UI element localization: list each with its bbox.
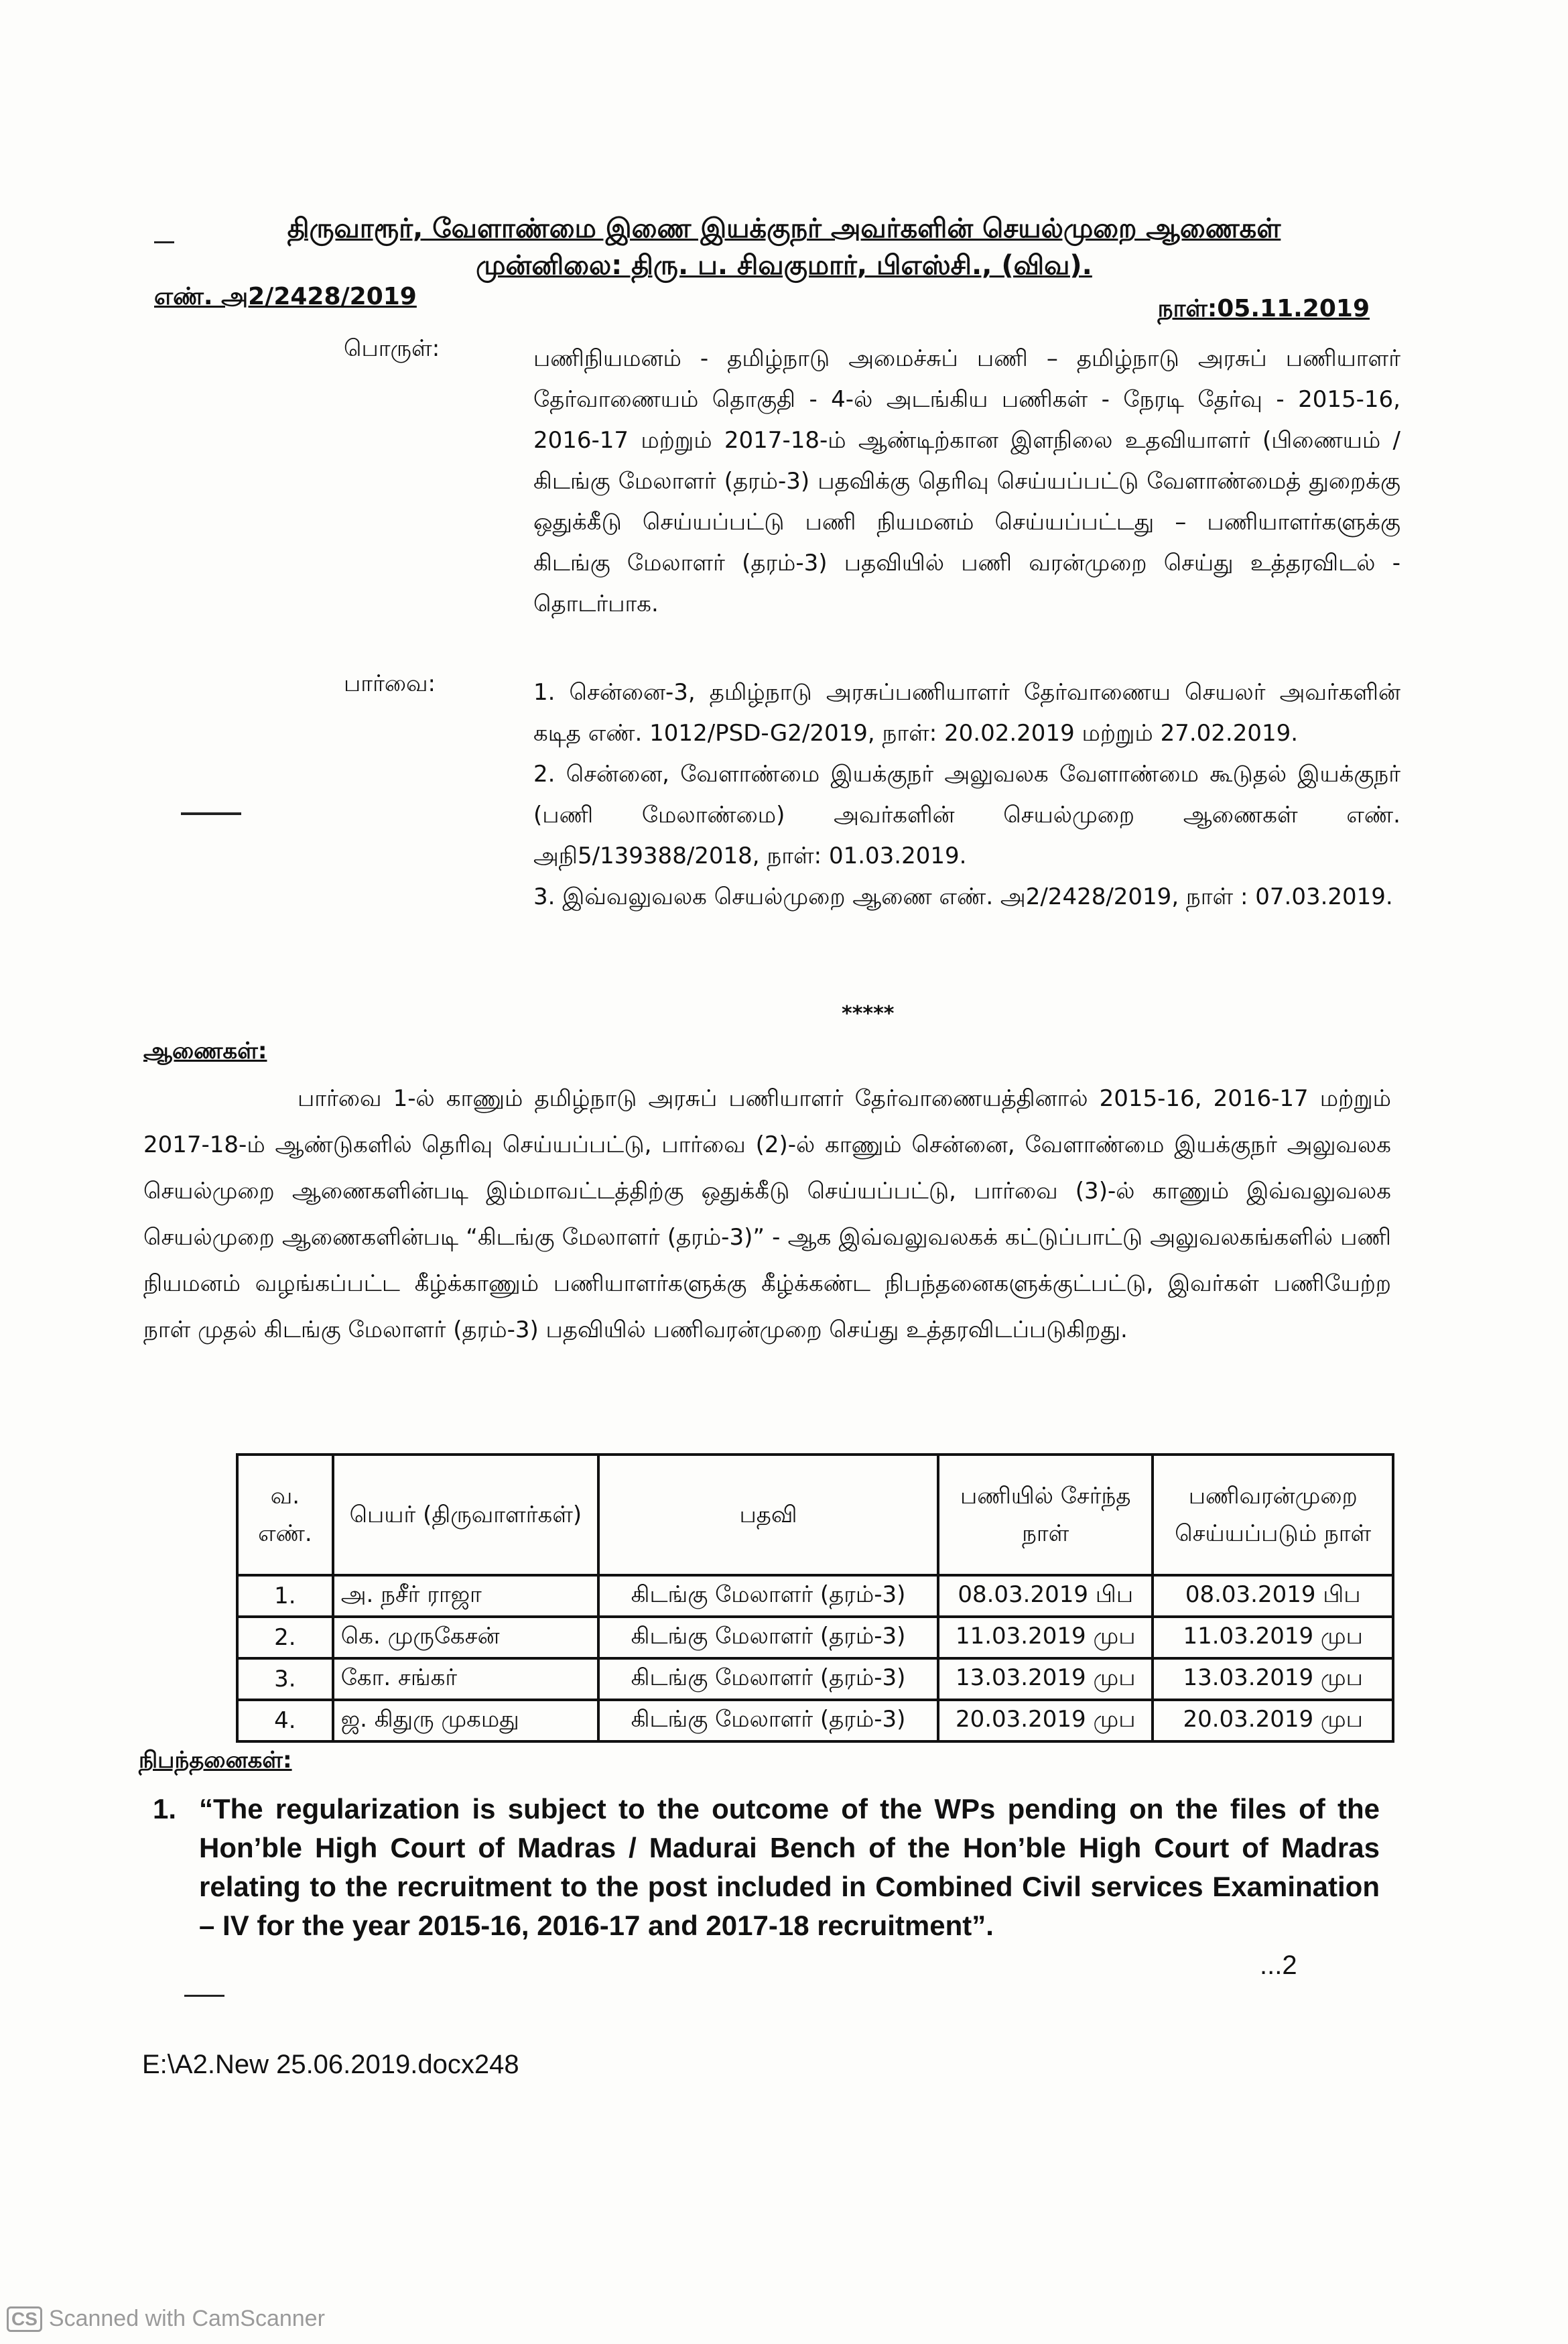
- orders-heading: ஆணைகள்:: [143, 1038, 267, 1064]
- page-continuation: ...2: [1260, 1951, 1297, 1980]
- document-title: திருவாரூர், வேளாண்மை இணை இயக்குநர் அவர்களின் செயல்முறை ஆணைகள்: [287, 213, 1281, 244]
- table-row: [237, 1700, 1393, 1741]
- cell: 1.: [237, 1575, 333, 1617]
- cell: 4.: [237, 1700, 333, 1741]
- table-header-row: [237, 1455, 1393, 1575]
- cell: 2.: [237, 1617, 333, 1658]
- condition-number: 1.: [153, 1793, 177, 1825]
- cell: ஜ. கிதுரு முகமது: [333, 1700, 598, 1741]
- cell: 3.: [237, 1658, 333, 1700]
- cell: 08.03.2019 பிப: [1153, 1575, 1393, 1617]
- margin-mark: [154, 241, 174, 243]
- cell: கிடங்கு மேலாளர் (தரம்-3): [598, 1700, 938, 1741]
- cell: 20.03.2019 முப: [938, 1700, 1153, 1741]
- condition-text: “The regularization is subject to the outcome of the WPs pending on the files of the Hon’ble High Court of Madras / Madurai Bench of the Hon’ble High Court of Madras relating to the recruitment to the post included in Combined Civil services Examination – IV for the year 2015-16, 2016-17 and 2017-18 recruitment”.: [199, 1793, 1380, 1941]
- presence-line: முன்னிலை: திரு. ப. சிவகுமார், பிஎஸ்சி., (விவ).: [476, 250, 1092, 281]
- document-date: நாள்:05.11.2019: [1157, 295, 1370, 322]
- cell: 20.03.2019 முப: [1153, 1700, 1393, 1741]
- cell: கிடங்கு மேலாளர் (தரம்-3): [598, 1658, 938, 1700]
- separator: *****: [842, 1002, 895, 1026]
- orders-paragraph: பார்வை 1-ல் காணும் தமிழ்நாடு அரசுப் பணியாளர் தேர்வாணையத்தினால் 2015-16, 2016-17 மற்றும் 2017-18-ம் ஆண்டுகளில் தெரிவு செய்யப்பட்டு, பார்வை (2)-ல் காணும் சென்னை, வேளாண்மை இயக்குநர் அலுவலக செயல்முறை ஆணைகளின்படி இம்மாவட்டத்திற்கு ஒதுக்கீடு செய்யப்பட்டு, பார்வை (3)-ல் காணும் இவ்வலுவலக செயல்முறை ஆணைகளின்படி “கிடங்கு மேலாளர் (தரம்-3)” - ஆக இவ்வலுவலகக் கட்டுப்பாட்டு அலுவலகங்களில் பணி நியமனம் வழங்கப்பட்ட கீழ்க்காணும் பணியாளர்களுக்கு கீழ்க்கண்ட நிபந்தனைகளுக்குட்பட்டு, இவர்கள் பணியேற்ற நாள் முதல் கிடங்கு மேலாளர் (தரம்-3) பதவியில் பணிவரன்முறை செய்து உத்தரவிடப்படுகிறது.: [143, 1085, 1391, 1343]
- cell: கிடங்கு மேலாளர் (தரம்-3): [598, 1575, 938, 1617]
- cell: 13.03.2019 முப: [938, 1658, 1153, 1700]
- cell: 11.03.2019 முப: [1153, 1617, 1393, 1658]
- reference-item: 2. சென்னை, வேளாண்மை இயக்குநர் அலுவலக வேளாண்மை கூடுதல் இயக்குநர் (பணி மேலாண்மை) அவர்களின் செயல்முறை ஆணைகள் எண். அநி5/139388/2018, நாள்: 01.03.2019.: [533, 761, 1400, 869]
- table-row: [237, 1617, 1393, 1658]
- subject-label: பொருள்:: [344, 335, 440, 362]
- file-path: E:\A2.New 25.06.2019.docx248: [142, 2050, 519, 2079]
- table-row: [237, 1575, 1393, 1617]
- cell: அ. நசீர் ராஜா: [333, 1575, 598, 1617]
- margin-mark: [181, 812, 241, 815]
- cell: 11.03.2019 முப: [938, 1617, 1153, 1658]
- column-header: பெயர் (திருவாளர்கள்): [333, 1455, 598, 1575]
- camscanner-logo-icon: CS: [7, 2306, 42, 2332]
- table-row: [237, 1658, 1393, 1700]
- camscanner-watermark: [7, 2306, 325, 2332]
- column-header: பணிவரன்முறை செய்யப்படும் நாள்: [1153, 1455, 1393, 1575]
- staff-table: [236, 1453, 1394, 1743]
- margin-mark: [184, 1995, 224, 1997]
- reference-item: 1. சென்னை-3, தமிழ்நாடு அரசுப்பணியாளர் தேர்வாணைய செயலர் அவர்களின் கடித எண். 1012/PSD-G2/2019, நாள்: 20.02.2019 மற்றும் 27.02.2019.: [533, 679, 1400, 747]
- column-header: வ. எண்.: [237, 1455, 333, 1575]
- column-header: பதவி: [598, 1455, 938, 1575]
- watermark-text: Scanned with CamScanner: [48, 2306, 325, 2331]
- subject-text: பணிநியமனம் - தமிழ்நாடு அமைச்சுப் பணி – தமிழ்நாடு அரசுப் பணியாளர் தேர்வாணையம் தொகுதி - 4-ல் அடங்கிய பணிகள் - நேரடி தேர்வு - 2015-16, 2016-17 மற்றும் 2017-18-ம் ஆண்டிற்கான இளநிலை உதவியாளர் (பிணையம் / கிடங்கு மேலாளர் (தரம்-3) பதவிக்கு தெரிவு செய்யப்பட்டு வேளாண்மைத் துறைக்கு ஒதுக்கீடு செய்யப்பட்டு பணி நியமனம் செய்யப்பட்டது – பணியாளர்களுக்கு கிடங்கு மேலாளர் (தரம்-3) பதவியில் பணி வரன்முறை செய்து உத்தரவிடல் - தொடர்பாக.: [533, 345, 1400, 617]
- column-header: பணியில் சேர்ந்த நாள்: [938, 1455, 1153, 1575]
- cell: கிடங்கு மேலாளர் (தரம்-3): [598, 1617, 938, 1658]
- cell: கெ. முருகேசன்: [333, 1617, 598, 1658]
- cell: 08.03.2019 பிப: [938, 1575, 1153, 1617]
- conditions-heading: நிபந்தனைகள்:: [139, 1747, 292, 1774]
- cell: கோ. சங்கர்: [333, 1658, 598, 1700]
- reference-item: 3. இவ்வலுவலக செயல்முறை ஆணை எண். அ2/2428/2019, நாள் : 07.03.2019.: [533, 883, 1393, 910]
- reference-number: எண். அ2/2428/2019: [154, 283, 417, 310]
- references-label: பார்வை:: [344, 670, 436, 697]
- cell: 13.03.2019 முப: [1153, 1658, 1393, 1700]
- references-list: [533, 672, 1400, 918]
